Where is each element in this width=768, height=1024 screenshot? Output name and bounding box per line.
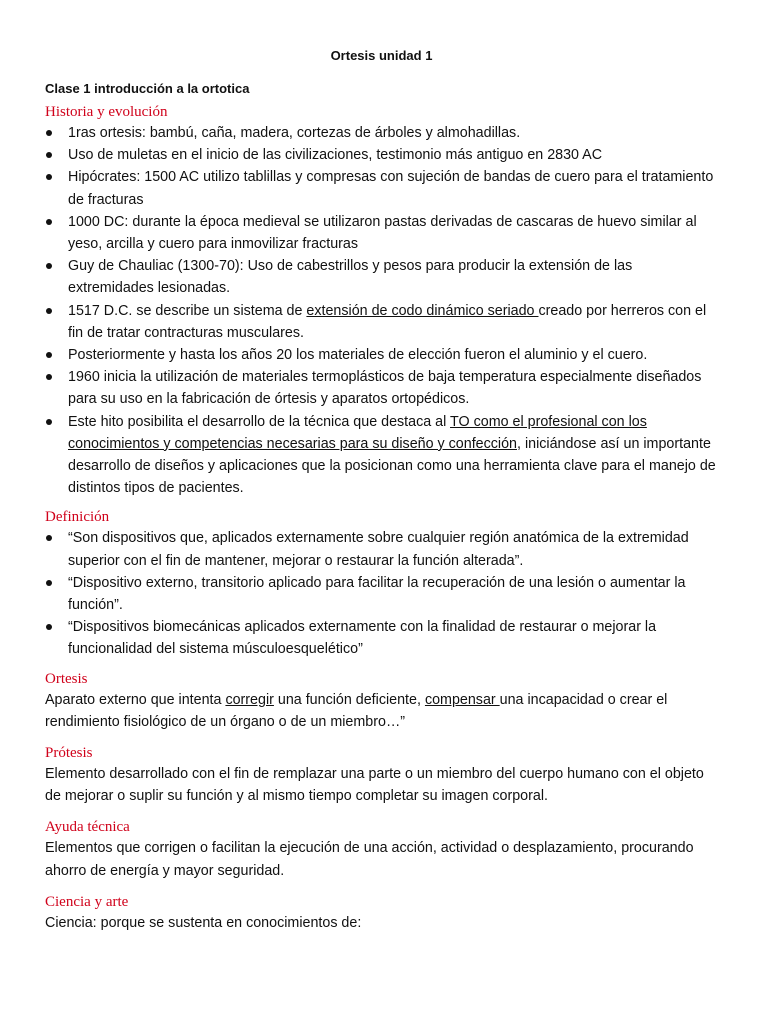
underlined-word-compensar: compensar bbox=[424, 691, 500, 708]
list-item-text: 1000 DC: durante la época medieval se utilizaron pastas derivadas de cascaras de huevo similar al yeso, arcilla y cuero para inmovilizar fracturas bbox=[68, 213, 697, 253]
bullet-icon bbox=[46, 219, 52, 225]
bullet-icon bbox=[46, 580, 52, 586]
ortesis-paragraph bbox=[45, 689, 718, 733]
list-item bbox=[45, 616, 718, 660]
bullet-icon bbox=[46, 308, 52, 314]
list-item-text: “Dispositivos biomecánicas aplicados externamente con la finalidad de restaurar o mejorar la funcionalidad del sistema músculoesquelético” bbox=[68, 619, 657, 658]
underlined-word-corregir: corregir bbox=[225, 691, 274, 708]
list-item-text: 1960 inicia la utilización de materiales termoplásticos de baja temperatura especialmente diseñados para su uso en la fabricación de órtesis y aparatos ortopédicos. bbox=[68, 369, 702, 408]
list-item bbox=[45, 411, 718, 500]
list-item-text-before: 1517 D.C. se describe un sistema de bbox=[68, 302, 307, 319]
paragraph-text: Aparato externo que intenta bbox=[45, 691, 226, 708]
bullet-icon bbox=[46, 174, 52, 180]
underlined-phrase: TO como el profesional con los conocimientos y competencias necesarias para su diseño y confección, bbox=[68, 413, 647, 452]
underlined-phrase: extensión de codo dinámico seriado bbox=[306, 302, 539, 319]
list-item-text: “Son dispositivos que, aplicados externamente sobre cualquier región anatómica de la extremidad superior con el fin de mantener, mejorar o restaurar la función alterada”. bbox=[68, 530, 689, 569]
class-title: Clase 1 introducción a la ortotica bbox=[45, 81, 250, 96]
bullet-icon bbox=[46, 535, 52, 541]
list-item-text-after: creado por herreros con el fin de tratar contracturas musculares. bbox=[68, 302, 707, 341]
list-item bbox=[45, 300, 718, 344]
bullet-icon bbox=[46, 624, 52, 630]
protesis-paragraph: Elemento desarrollado con el fin de remplazar una parte o un miembro del cuerpo humano con el objeto de mejorar o suplir su función y al mismo tiempo completar su imagen corporal. bbox=[45, 766, 704, 805]
historia-list bbox=[45, 122, 718, 499]
list-item bbox=[45, 122, 718, 144]
section-heading-historia: Historia y evolución bbox=[45, 104, 168, 120]
list-item-text-before: Este hito posibilita el desarrollo de la técnica que destaca al bbox=[68, 413, 451, 430]
list-item bbox=[45, 527, 718, 571]
list-item bbox=[45, 211, 718, 255]
list-item bbox=[45, 572, 718, 616]
list-item-text: 1ras ortesis: bambú, caña, madera, cortezas de árboles y almohadillas. bbox=[68, 125, 521, 141]
paragraph-text: una incapacidad o crear el rendimiento fisiológico de un órgano o de un miembro…” bbox=[45, 691, 668, 730]
list-item bbox=[45, 166, 718, 210]
bullet-icon bbox=[46, 263, 52, 269]
section-heading-protesis: Prótesis bbox=[45, 745, 93, 762]
list-item-text: Uso de muletas en el inicio de las civilizaciones, testimonio más antiguo en 2830 AC bbox=[68, 147, 603, 164]
document-title: Ortesis unidad 1 bbox=[330, 48, 433, 63]
ayuda-tecnica-paragraph: Elementos que corrigen o facilitan la ejecución de una acción, actividad o desplazamiento, procurando ahorro de energía y mayor seguridad. bbox=[45, 840, 694, 879]
list-item-text-after: iniciándose así un importante desarrollo de diseños y aplicaciones que la posicionan como una herramienta clave para el manejo de distintos tipos de pacientes. bbox=[68, 435, 716, 497]
bullet-icon bbox=[46, 130, 52, 136]
bullet-icon bbox=[46, 419, 52, 425]
list-item-text: Guy de Chauliac (1300-70): Uso de cabestrillos y pesos para producir la extensión de las extremidades lesionadas. bbox=[68, 258, 633, 297]
list-item-text: Hipócrates: 1500 AC utilizo tablillas y compresas con sujeción de bandas de cuero para el tratamiento de fracturas bbox=[68, 169, 714, 208]
list-item bbox=[45, 366, 718, 410]
list-item bbox=[45, 144, 718, 166]
ciencia-paragraph: Ciencia: porque se sustenta en conocimientos de: bbox=[45, 914, 362, 931]
bullet-icon bbox=[46, 152, 52, 158]
list-item-text: Posteriormente y hasta los años 20 los materiales de elección fueron el aluminio y el cuero. bbox=[68, 347, 648, 364]
section-heading-ciencia-arte: Ciencia y arte bbox=[45, 893, 129, 910]
bullet-icon bbox=[46, 374, 52, 380]
paragraph-text: una función deficiente, bbox=[273, 691, 425, 708]
list-item bbox=[45, 255, 718, 299]
list-item-text: “Dispositivo externo, transitorio aplicado para facilitar la recuperación de una lesión o aumentar la función”. bbox=[68, 574, 686, 614]
section-heading-ortesis: Ortesis bbox=[45, 670, 88, 687]
section-heading-ayuda-tecnica: Ayuda técnica bbox=[45, 819, 130, 836]
bullet-icon bbox=[46, 352, 52, 358]
section-heading-definicion: Definición bbox=[45, 509, 110, 526]
definicion-list bbox=[45, 527, 718, 660]
list-item bbox=[45, 344, 718, 366]
